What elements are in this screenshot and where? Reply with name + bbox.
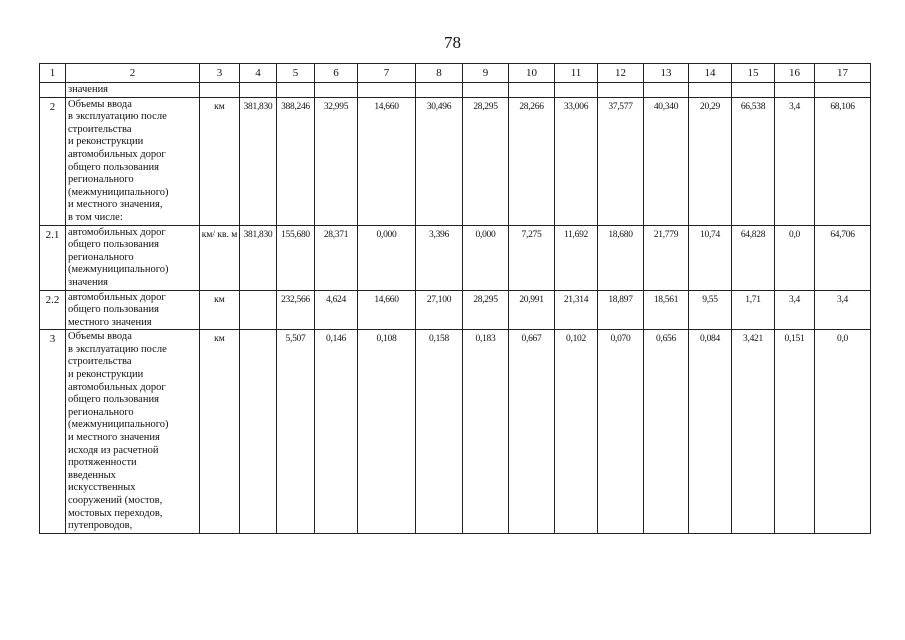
value-cell: 381,830 xyxy=(240,97,277,225)
description-line: (межмуниципального) xyxy=(68,186,169,198)
value-cell: 30,496 xyxy=(416,97,463,225)
value-cell: 37,577 xyxy=(598,97,644,225)
description-line: регионального xyxy=(68,174,134,186)
column-number-cell: 13 xyxy=(644,64,689,83)
description-line: автомобильных дорог xyxy=(68,381,166,393)
value-cell: 18,897 xyxy=(598,290,644,330)
value-cell: 232,566 xyxy=(277,290,315,330)
table-row xyxy=(40,83,871,98)
description-line: Объемы ввода xyxy=(68,331,132,343)
table-row xyxy=(40,330,871,534)
value-cell xyxy=(240,83,277,98)
value-cell: 3,4 xyxy=(775,97,815,225)
value-cell xyxy=(463,83,509,98)
value-cell: 0,000 xyxy=(463,225,509,290)
value-cell: 0,0 xyxy=(775,225,815,290)
column-number-cell: 5 xyxy=(277,64,315,83)
description-line: (межмуниципального) xyxy=(68,419,169,431)
column-number-cell: 9 xyxy=(463,64,509,83)
description-line: местного значения xyxy=(68,316,152,328)
row-number-cell: 2 xyxy=(40,97,66,225)
value-cell: 0,667 xyxy=(509,330,555,534)
column-number-cell: 14 xyxy=(689,64,732,83)
description-line: путепроводов, xyxy=(68,520,133,532)
table-row xyxy=(40,97,871,225)
column-number-cell: 10 xyxy=(509,64,555,83)
value-cell xyxy=(416,83,463,98)
description-line: значения xyxy=(68,276,109,288)
description-cell xyxy=(66,97,200,225)
value-cell: 9,55 xyxy=(689,290,732,330)
column-number-cell: 17 xyxy=(815,64,871,83)
description-line: в эксплуатацию после xyxy=(68,343,167,355)
column-number-cell: 15 xyxy=(732,64,775,83)
value-cell: 3,421 xyxy=(732,330,775,534)
value-cell: 40,340 xyxy=(644,97,689,225)
value-cell: 32,995 xyxy=(315,97,358,225)
description-line: и местного значения, xyxy=(68,199,163,211)
value-cell: 0,084 xyxy=(689,330,732,534)
description-line: и реконструкции xyxy=(68,369,144,381)
column-number-cell: 6 xyxy=(315,64,358,83)
value-cell xyxy=(775,83,815,98)
description-line: введенных xyxy=(68,469,116,481)
description-line: регионального xyxy=(68,251,134,263)
value-cell xyxy=(358,83,416,98)
description-line: искусственных xyxy=(68,482,136,494)
value-cell: 0,183 xyxy=(463,330,509,534)
row-number-cell: 3 xyxy=(40,330,66,534)
value-cell: 0,146 xyxy=(315,330,358,534)
description-line: и местного значения xyxy=(68,432,160,444)
column-number-cell: 12 xyxy=(598,64,644,83)
value-cell xyxy=(732,83,775,98)
column-number-cell: 11 xyxy=(555,64,598,83)
description-line: в эксплуатацию после xyxy=(68,111,167,123)
value-cell: 0,000 xyxy=(358,225,416,290)
value-cell: 7,275 xyxy=(509,225,555,290)
value-cell: 4,624 xyxy=(315,290,358,330)
value-cell: 3,396 xyxy=(416,225,463,290)
row-number-cell xyxy=(40,83,66,98)
value-cell: 28,295 xyxy=(463,97,509,225)
value-cell: 27,100 xyxy=(416,290,463,330)
description-line: мостовых переходов, xyxy=(68,507,163,519)
value-cell: 0,656 xyxy=(644,330,689,534)
value-cell: 14,660 xyxy=(358,290,416,330)
value-cell: 155,680 xyxy=(277,225,315,290)
value-cell: 3,4 xyxy=(815,290,871,330)
table-body xyxy=(40,64,871,534)
description-line: (межмуниципального) xyxy=(68,264,169,276)
description-line: общего пользования xyxy=(68,304,159,316)
unit-cell xyxy=(200,83,240,98)
column-number-cell: 7 xyxy=(358,64,416,83)
value-cell: 10,74 xyxy=(689,225,732,290)
column-number-cell: 2 xyxy=(66,64,200,83)
value-cell: 28,295 xyxy=(463,290,509,330)
column-number-row xyxy=(40,64,871,83)
value-cell: 0,0 xyxy=(815,330,871,534)
description-cell xyxy=(66,83,200,98)
value-cell: 20,29 xyxy=(689,97,732,225)
value-cell xyxy=(240,290,277,330)
row-number-cell: 2.1 xyxy=(40,225,66,290)
description-cell xyxy=(66,225,200,290)
value-cell: 64,706 xyxy=(815,225,871,290)
value-cell: 0,151 xyxy=(775,330,815,534)
value-cell: 0,102 xyxy=(555,330,598,534)
row-number-cell: 2.2 xyxy=(40,290,66,330)
value-cell xyxy=(689,83,732,98)
value-cell: 388,246 xyxy=(277,97,315,225)
description-line: в том числе: xyxy=(68,211,123,223)
description-line: Объемы ввода xyxy=(68,98,132,110)
value-cell: 28,266 xyxy=(509,97,555,225)
value-cell: 28,371 xyxy=(315,225,358,290)
value-cell: 5,507 xyxy=(277,330,315,534)
value-cell: 64,828 xyxy=(732,225,775,290)
column-number-cell: 3 xyxy=(200,64,240,83)
value-cell: 68,106 xyxy=(815,97,871,225)
value-cell: 0,070 xyxy=(598,330,644,534)
description-line: общего пользования xyxy=(68,394,159,406)
table-row xyxy=(40,290,871,330)
value-cell: 0,158 xyxy=(416,330,463,534)
value-cell: 33,006 xyxy=(555,97,598,225)
description-line: общего пользования xyxy=(68,239,159,251)
column-number-cell: 4 xyxy=(240,64,277,83)
value-cell: 18,680 xyxy=(598,225,644,290)
description-line: протяженности xyxy=(68,457,137,469)
value-cell xyxy=(277,83,315,98)
value-cell: 20,991 xyxy=(509,290,555,330)
value-cell: 1,71 xyxy=(732,290,775,330)
value-cell xyxy=(509,83,555,98)
table-row xyxy=(40,225,871,290)
value-cell xyxy=(598,83,644,98)
unit-cell: км xyxy=(200,330,240,534)
data-table xyxy=(39,63,871,534)
description-line: общего пользования xyxy=(68,161,159,173)
description-line: значения xyxy=(68,84,109,95)
description-line: и реконструкции xyxy=(68,136,144,148)
description-line: регионального xyxy=(68,406,134,418)
column-number-cell: 8 xyxy=(416,64,463,83)
value-cell: 18,561 xyxy=(644,290,689,330)
value-cell xyxy=(240,330,277,534)
description-line: автомобильных дорог xyxy=(68,148,166,160)
value-cell: 21,314 xyxy=(555,290,598,330)
value-cell xyxy=(555,83,598,98)
description-cell xyxy=(66,330,200,534)
column-number-cell: 1 xyxy=(40,64,66,83)
column-number-cell: 16 xyxy=(775,64,815,83)
description-line: сооружений (мостов, xyxy=(68,495,163,506)
unit-cell: км xyxy=(200,290,240,330)
description-cell xyxy=(66,290,200,330)
description-line: исходя из расчетной xyxy=(68,444,159,456)
description-line: строительства xyxy=(68,123,132,135)
value-cell: 14,660 xyxy=(358,97,416,225)
description-line: автомобильных дорог xyxy=(68,226,166,238)
value-cell xyxy=(644,83,689,98)
unit-cell: км/ кв. м xyxy=(200,225,240,290)
unit-cell: км xyxy=(200,97,240,225)
value-cell: 66,538 xyxy=(732,97,775,225)
value-cell: 21,779 xyxy=(644,225,689,290)
page-number: 78 xyxy=(444,33,461,52)
value-cell: 11,692 xyxy=(555,225,598,290)
value-cell: 0,108 xyxy=(358,330,416,534)
value-cell: 381,830 xyxy=(240,225,277,290)
value-cell: 3,4 xyxy=(775,290,815,330)
value-cell xyxy=(315,83,358,98)
description-line: автомобильных дорог xyxy=(68,291,166,303)
description-line: строительства xyxy=(68,356,132,368)
value-cell xyxy=(815,83,871,98)
